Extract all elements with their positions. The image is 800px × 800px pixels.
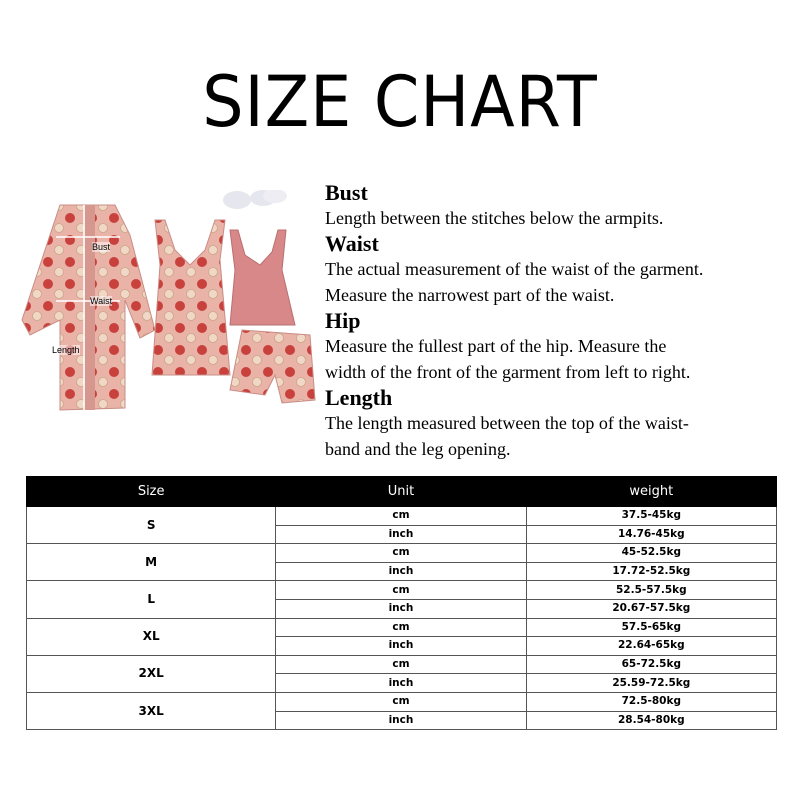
unit-cell: cm [276, 544, 526, 563]
weight-cell: 52.5-57.5kg [526, 581, 776, 600]
page-title: SIZE CHART [202, 61, 598, 143]
weight-cell: 72.5-80kg [526, 692, 776, 711]
unit-cell: cm [276, 581, 526, 600]
definition-text: Measure the fullest part of the hip. Measure the [325, 336, 667, 356]
bust-label: Bust [92, 242, 111, 252]
unit-cell: inch [276, 562, 526, 581]
size-cell: L [27, 581, 276, 618]
weight-cell: 65-72.5kg [526, 655, 776, 674]
weight-cell: 45-52.5kg [526, 544, 776, 563]
header-weight: weight [526, 477, 776, 507]
unit-cell: inch [276, 711, 526, 730]
weight-cell: 17.72-52.5kg [526, 562, 776, 581]
weight-cell: 37.5-45kg [526, 507, 776, 526]
unit-cell: cm [276, 655, 526, 674]
table-row [27, 618, 777, 637]
definition-text: band and the leg opening. [325, 439, 511, 459]
header-size: Size [27, 477, 276, 507]
weight-cell: 57.5-65kg [526, 618, 776, 637]
unit-cell: cm [276, 618, 526, 637]
definition-hip [325, 308, 795, 385]
definition-waist [325, 231, 795, 308]
table-row [27, 655, 777, 674]
weight-cell: 14.76-45kg [526, 525, 776, 544]
size-cell: M [27, 544, 276, 581]
definition-term: Waist [325, 231, 379, 256]
definition-text: width of the front of the garment from left to right. [325, 362, 691, 382]
table-row [27, 692, 777, 711]
weight-cell: 20.67-57.5kg [526, 599, 776, 618]
definition-bust [325, 180, 795, 231]
definition-length [325, 385, 795, 462]
table-row [27, 507, 777, 526]
weight-cell: 25.59-72.5kg [526, 674, 776, 693]
definition-text: The actual measurement of the waist of the garment. [325, 259, 704, 279]
weight-cell: 28.54-80kg [526, 711, 776, 730]
pajama-set-illustration [20, 190, 320, 420]
table-row [27, 544, 777, 563]
definition-text: Measure the narrowest part of the waist. [325, 285, 615, 305]
unit-cell: inch [276, 674, 526, 693]
definition-term: Length [325, 385, 393, 410]
size-cell: XL [27, 618, 276, 655]
definition-term: Hip [325, 308, 361, 333]
unit-cell: inch [276, 599, 526, 618]
unit-cell: inch [276, 525, 526, 544]
waist-label: Waist [90, 296, 113, 306]
definition-text: Length between the stitches below the armpits. [325, 208, 664, 228]
unit-cell: inch [276, 637, 526, 656]
size-cell: 2XL [27, 655, 276, 692]
definition-text: The length measured between the top of the waist- [325, 413, 689, 433]
length-label: Length [52, 345, 80, 355]
size-table [26, 476, 777, 730]
measurement-definitions [325, 180, 795, 462]
unit-cell: cm [276, 507, 526, 526]
unit-cell: cm [276, 692, 526, 711]
definition-term: Bust [325, 180, 368, 205]
header-unit: Unit [276, 477, 526, 507]
table-header-row [27, 477, 777, 507]
weight-cell: 22.64-65kg [526, 637, 776, 656]
product-image [20, 190, 320, 420]
size-cell: 3XL [27, 692, 276, 729]
size-cell: S [27, 507, 276, 544]
table-row [27, 581, 777, 600]
